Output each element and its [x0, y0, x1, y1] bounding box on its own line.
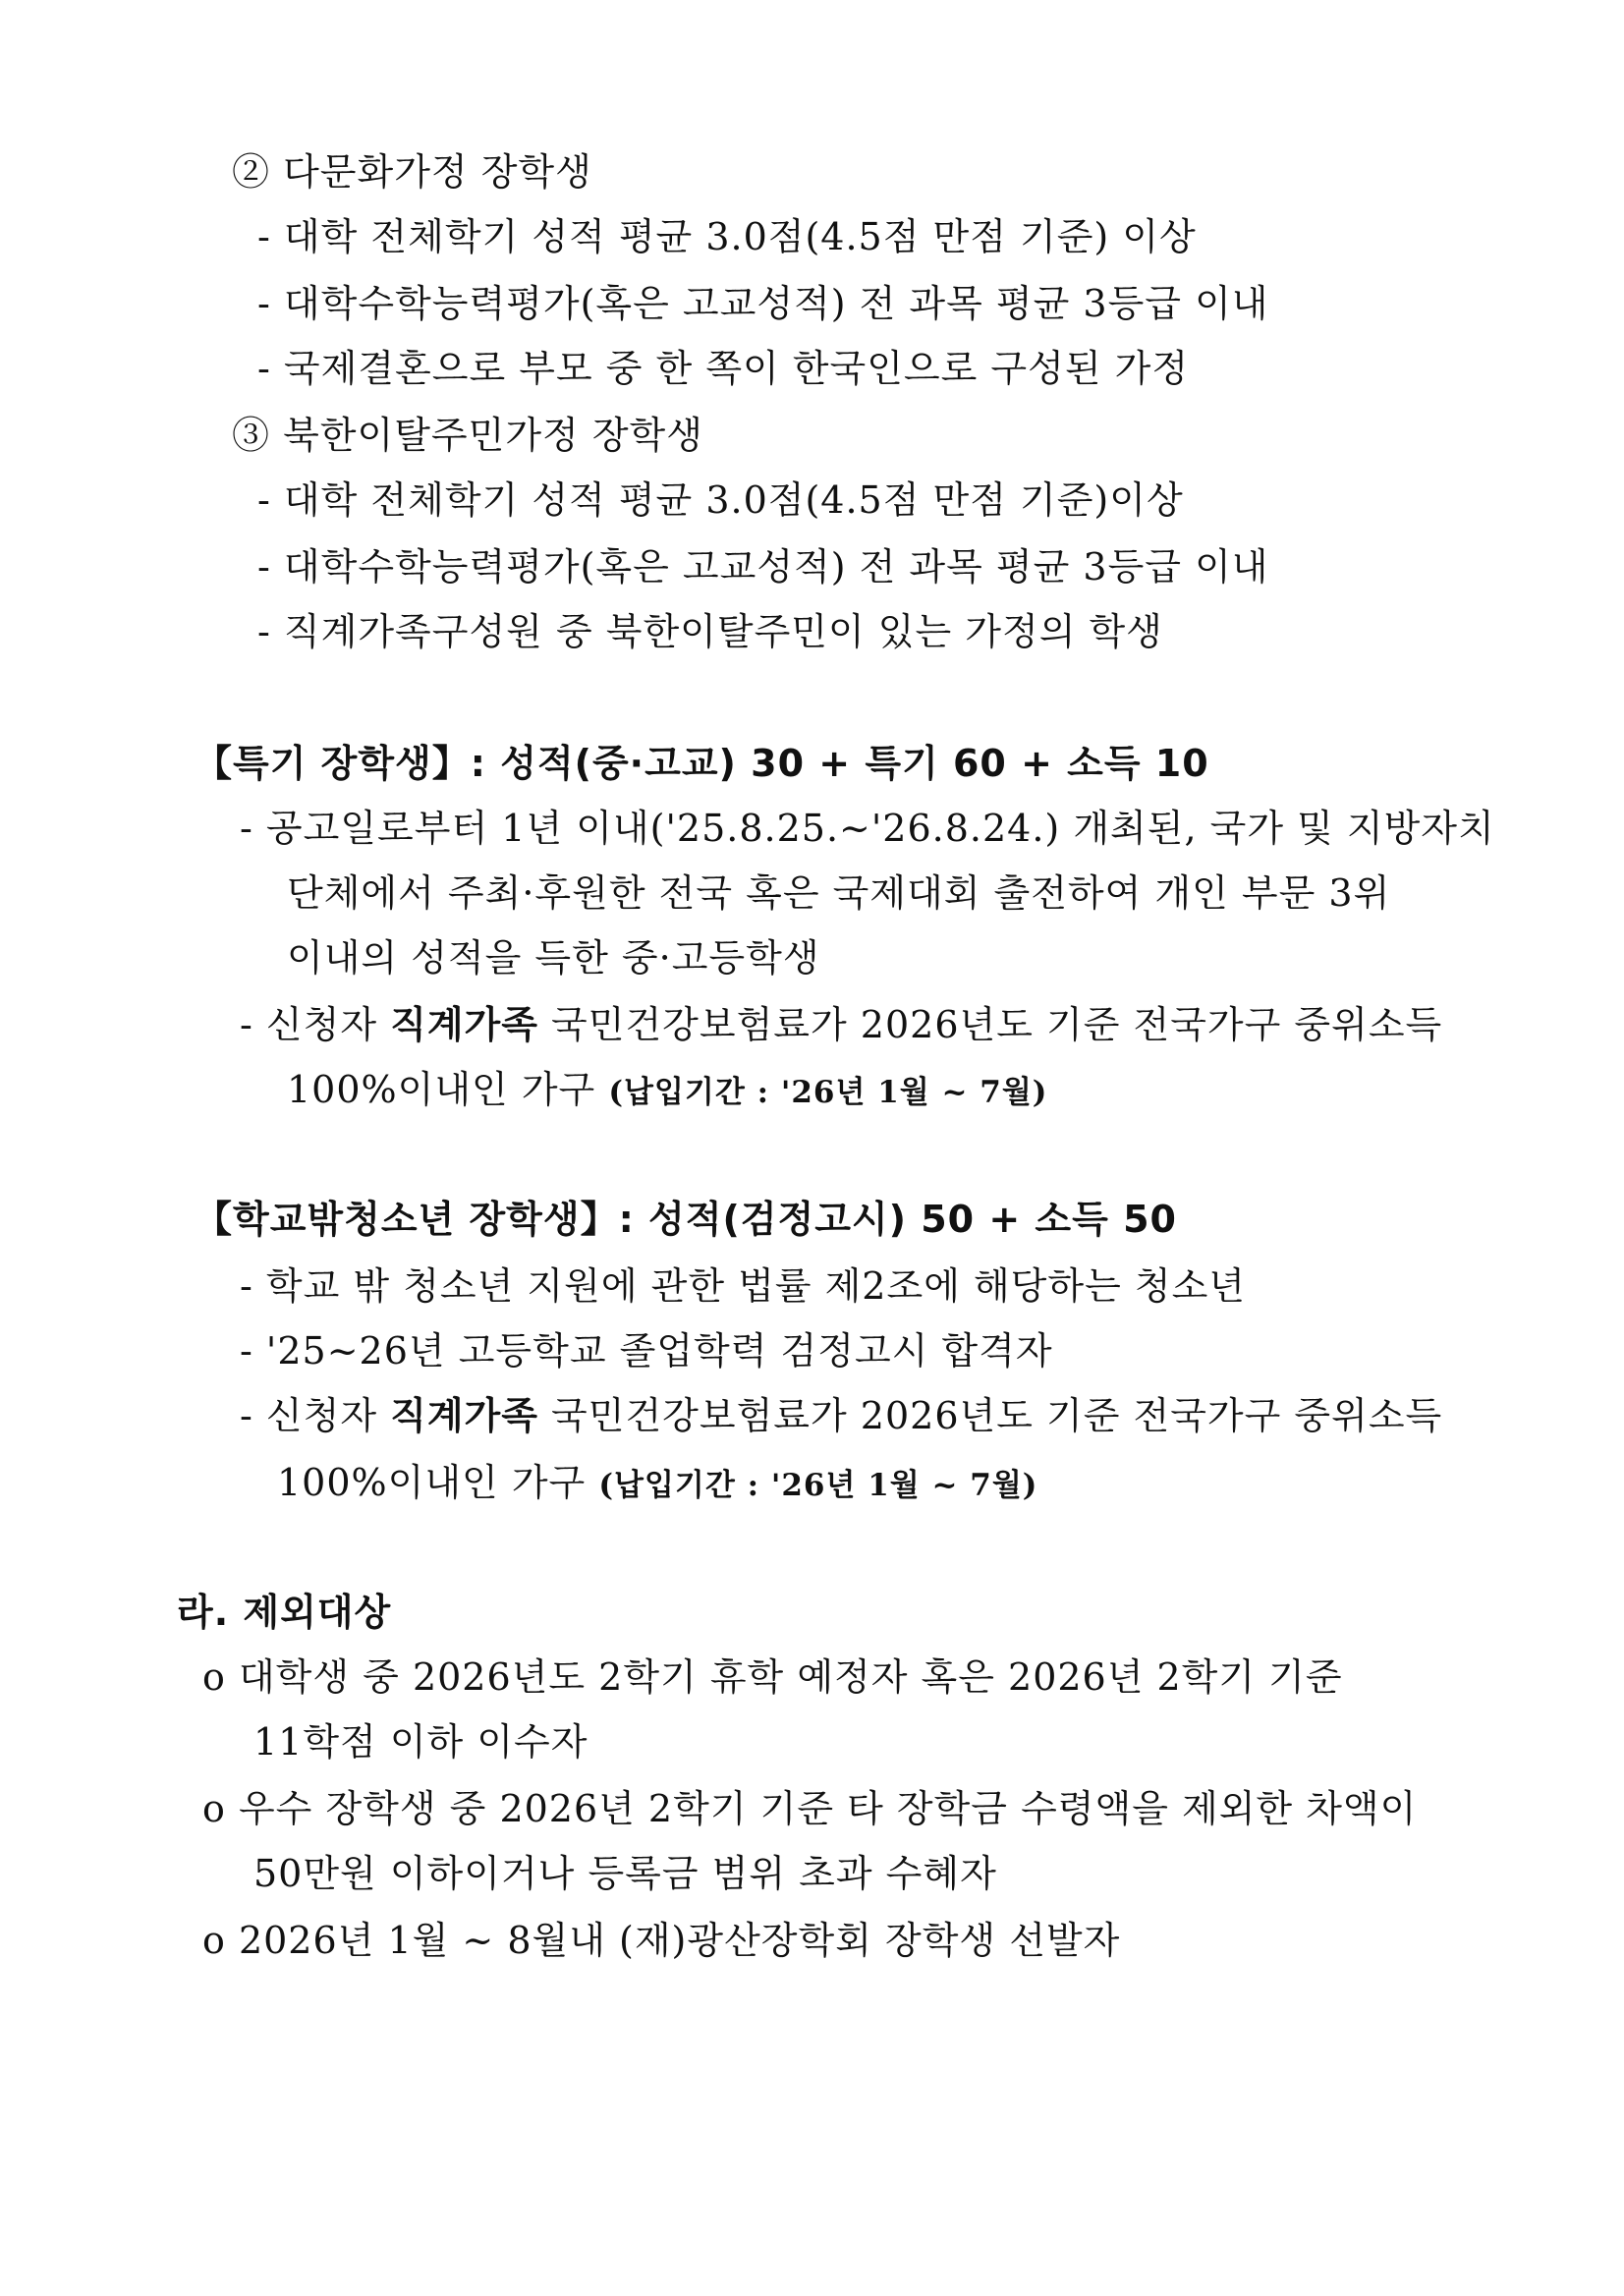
out-of-school-item-3-line-2 — [277, 1458, 1037, 1510]
out-of-school-item-3-suffix: 국민건강보험료가 2026년도 기준 전국가구 중위소득 — [537, 1394, 1443, 1437]
talent-item-2-suffix: 국민건강보험료가 2026년도 기준 전국가구 중위소득 — [537, 1003, 1443, 1046]
north-korean-heading: ③ 북한이탈주민가정 장학생 — [232, 414, 703, 457]
out-of-school-item-3-text: 100%이내인 가구 — [277, 1461, 587, 1504]
talent-item-2-prefix: - 신청자 — [240, 1003, 391, 1046]
exclusion-heading: 라. 제외대상 — [177, 1591, 392, 1634]
north-korean-item-1: - 대학 전체학기 성적 평균 3.0점(4.5점 만점 기준)이상 — [257, 478, 1184, 522]
exclusion-item-1-line-1: o 대학생 중 2026년도 2학기 휴학 예정자 혹은 2026년 2학기 기준 — [202, 1655, 1343, 1699]
talent-heading: 【특기 장학생】: 성적(중·고교) 30 + 특기 60 + 소득 10 — [195, 742, 1209, 785]
multicultural-item-1: - 대학 전체학기 성적 평균 3.0점(4.5점 만점 기준) 이상 — [257, 215, 1197, 258]
out-of-school-item-1: - 학교 밖 청소년 지원에 관한 법률 제2조에 해당하는 청소년 — [240, 1264, 1247, 1308]
talent-item-2-text: 100%이내인 가구 — [287, 1068, 596, 1111]
multicultural-item-3: - 국제결혼으로 부모 중 한 쪽이 한국인으로 구성된 가정 — [257, 347, 1190, 390]
out-of-school-item-3-prefix: - 신청자 — [240, 1394, 391, 1437]
multicultural-heading: ② 다문화가정 장학생 — [232, 150, 592, 194]
north-korean-item-2: - 대학수학능력평가(혹은 고교성적) 전 과목 평균 3등급 이내 — [257, 545, 1269, 588]
out-of-school-item-2: - '25~26년 고등학교 졸업학력 검정고시 합격자 — [240, 1329, 1053, 1372]
talent-item-1-line-3: 이내의 성적을 득한 중·고등학생 — [287, 936, 820, 980]
exclusion-item-3: o 2026년 1월 ~ 8월내 (재)광산장학회 장학생 선발자 — [202, 1919, 1121, 1962]
talent-item-1-line-2: 단체에서 주최·후원한 전국 혹은 국제대회 출전하여 개인 부문 3위 — [287, 871, 1391, 915]
exclusion-item-2-line-2: 50만원 이하이거나 등록금 범위 초과 수혜자 — [253, 1852, 997, 1895]
out-of-school-item-3-bold: 직계가족 — [390, 1393, 538, 1437]
talent-item-2-line-2 — [287, 1065, 1047, 1117]
exclusion-item-1-line-2: 11학점 이하 이수자 — [253, 1720, 588, 1764]
out-of-school-item-3-note: (납입기간 : '26년 1월 ~ 7월) — [598, 1468, 1038, 1503]
talent-item-2-bold: 직계가족 — [390, 1002, 538, 1046]
talent-item-2-note: (납입기간 : '26년 1월 ~ 7월) — [608, 1075, 1048, 1110]
multicultural-item-2: - 대학수학능력평가(혹은 고교성적) 전 과목 평균 3등급 이내 — [257, 282, 1269, 325]
out-of-school-item-3-line-1 — [240, 1391, 1442, 1440]
north-korean-item-3: - 직계가족구성원 중 북한이탈주민이 있는 가정의 학생 — [257, 610, 1163, 653]
out-of-school-heading: 【학교밖청소년 장학생】: 성적(검정고시) 50 + 소득 50 — [195, 1198, 1177, 1241]
talent-item-1-line-1: - 공고일로부터 1년 이내('25.8.25.~'26.8.24.) 개최된, 국가 및 지방자치 — [240, 807, 1495, 850]
talent-item-2-line-1 — [240, 1000, 1442, 1049]
exclusion-item-2-line-1: o 우수 장학생 중 2026년 2학기 기준 타 장학금 수령액을 제외한 차액이 — [202, 1787, 1418, 1830]
